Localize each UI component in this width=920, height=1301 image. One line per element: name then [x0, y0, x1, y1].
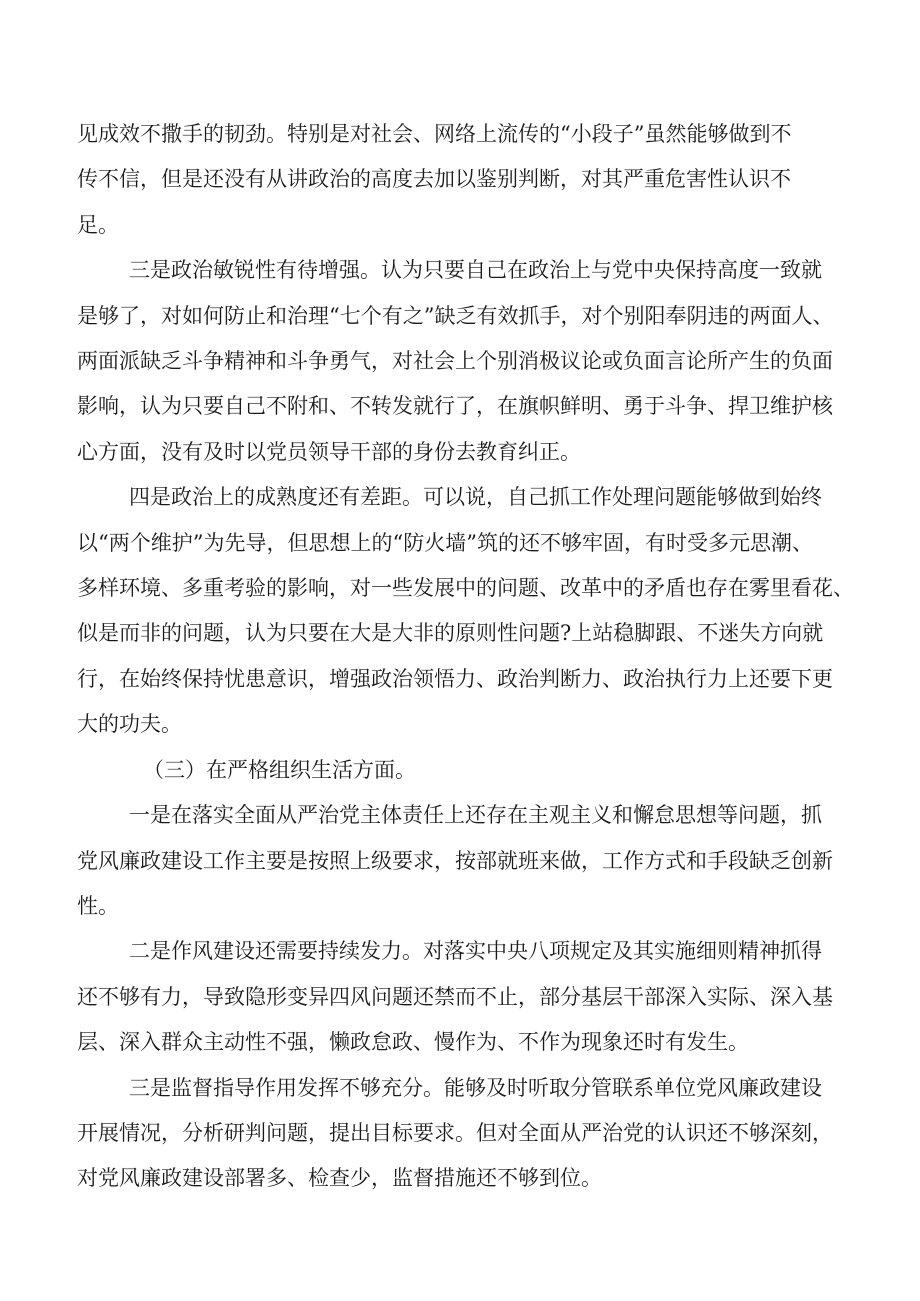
paragraph-start-line: 四是政治上的成熟度还有差距。可以说，自己抓工作处理问题能够做到始终 [129, 485, 822, 510]
text-line: 心方面，没有及时以党员领导干部的身份去教育纠正。 [77, 439, 581, 464]
text-line: 似是而非的问题，认为只要在大是大非的原则性问题?上站稳脚跟、不迷失方向就 [77, 621, 824, 646]
text-line: 两面派缺乏斗争精神和斗争勇气，对社会上个别消极议论或负面言论所产生的负面 [77, 349, 833, 374]
text-line: 足。 [77, 212, 119, 237]
text-line: 影响，认为只要自己不附和、不转发就行了，在旗帜鲜明、勇于斗争、捍卫维护核 [77, 394, 833, 419]
paragraph-start-line: 三是政治敏锐性有待增强。认为只要自己在政治上与党中央保持高度一致就 [129, 258, 822, 283]
paragraph-start-line: 一是在落实全面从严治党主体责任上还存在主观主义和懈怠思想等问题，抓 [129, 803, 822, 828]
text-line: 对党风廉政建设部署多、检查少，监督措施还不够到位。 [77, 1166, 602, 1191]
text-line: 以“两个维护”为先导，但思想上的“防火墙”筑的还不够牢固，有时受多元思潮、 [77, 530, 813, 555]
text-line: 大的功夫。 [77, 712, 182, 737]
text-line: 是够了，对如何防止和治理“七个有之”缺乏有效抓手，对个别阳奉阴违的两面人、 [77, 303, 834, 328]
text-line: 层、深入群众主动性不强，懒政怠政、慢作为、不作为现象还时有发生。 [77, 1030, 749, 1055]
text-line: 还不够有力，导致隐形变异四风问题还禁而不止，部分基层干部深入实际、深入基 [77, 984, 833, 1009]
text-line: 行，在始终保持忧患意识，增强政治领悟力、政治判断力、政治执行力上还要下更 [77, 666, 833, 691]
text-line: 传不信，但是还没有从讲政治的高度去加以鉴别判断，对其严重危害性认识不 [77, 167, 791, 192]
section-heading: （三）在严格组织生活方面。 [143, 757, 416, 782]
text-line: 性。 [77, 893, 119, 918]
text-line: 多样环境、多重考验的影响，对一些发展中的问题、改革中的矛盾也存在雾里看花、 [77, 576, 854, 601]
text-line: 见成效不撒手的韧劲。特别是对社会、网络上流传的“小段子”虽然能够做到不 [77, 122, 792, 146]
text-line: 党风廉政建设工作主要是按照上级要求，按部就班来做，工作方式和手段缺乏创新 [77, 848, 833, 873]
paragraph-start-line: 三是监督指导作用发挥不够充分。能够及时听取分管联系单位党风廉政建设 [129, 1075, 822, 1100]
text-line: 开展情况，分析研判问题，提出目标要求。但对全面从严治党的认识还不够深刻， [77, 1120, 833, 1145]
paragraph-start-line: 二是作风建设还需要持续发力。对落实中央八项规定及其实施细则精神抓得 [129, 939, 822, 964]
